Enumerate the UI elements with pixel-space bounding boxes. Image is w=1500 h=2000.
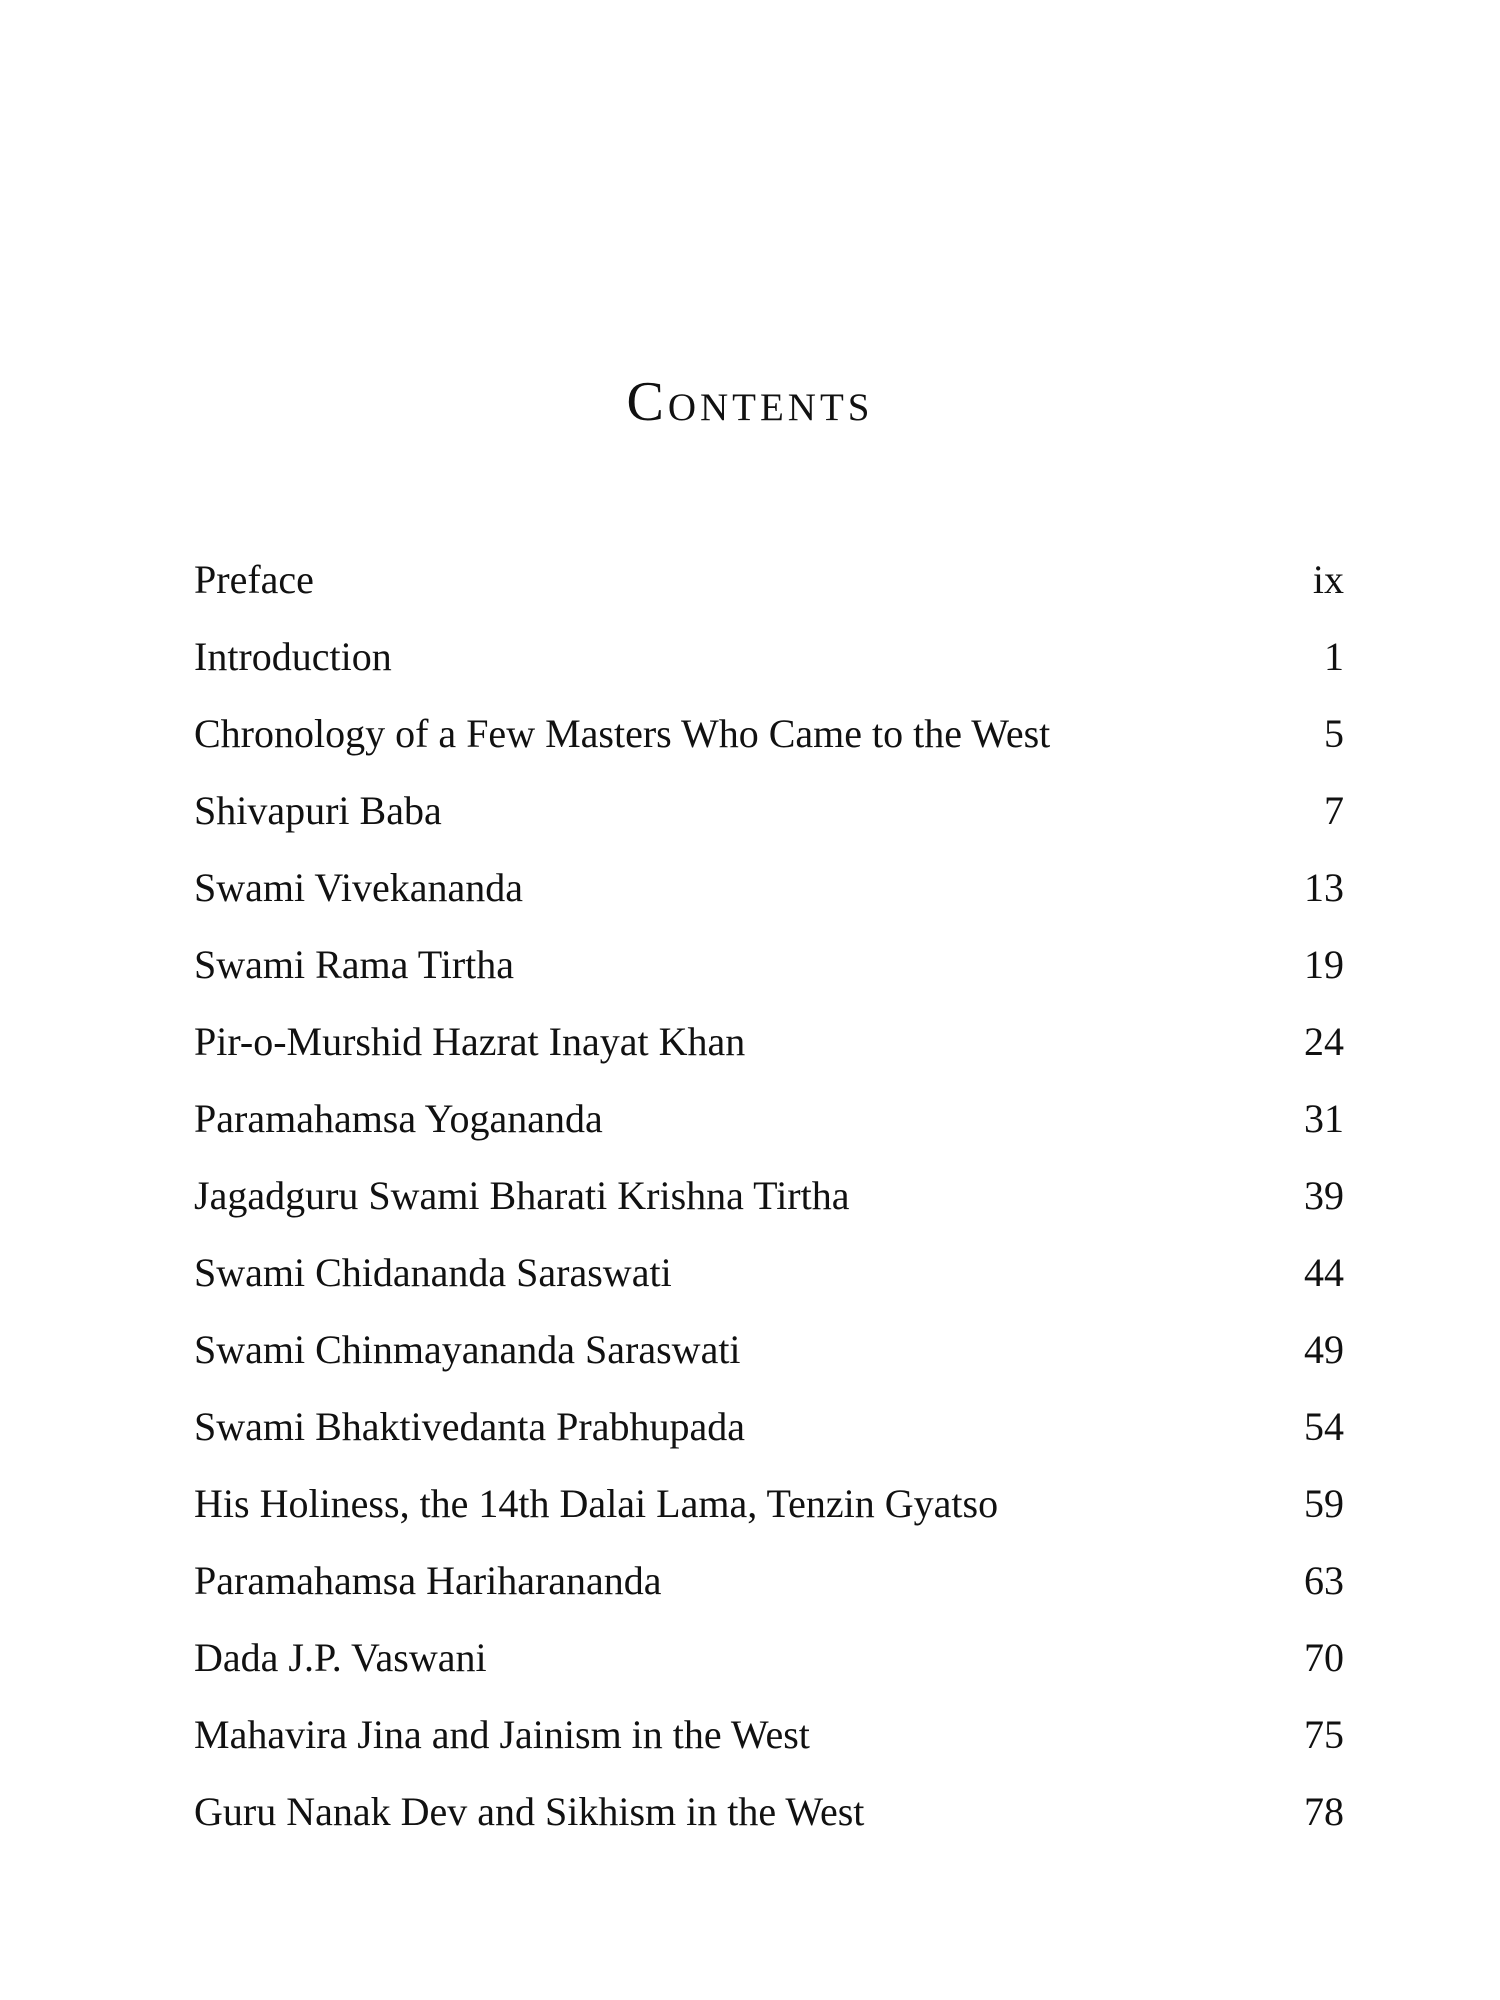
toc-entry-page: 70 [1304, 1635, 1344, 1680]
toc-entry-page: 24 [1304, 1019, 1344, 1064]
toc-entry-title: Guru Nanak Dev and Sikhism in the West [194, 1789, 865, 1834]
toc-entry [194, 1087, 1344, 1164]
page-title: Contents [626, 371, 874, 433]
toc-entry [194, 1395, 1344, 1472]
toc-entry-title: Paramahamsa Hariharananda [194, 1558, 662, 1603]
toc-entry-title: Mahavira Jina and Jainism in the West [194, 1712, 810, 1757]
toc-entry-page: 1 [1324, 634, 1344, 679]
toc-entry-title: Chronology of a Few Masters Who Came to the West [194, 711, 1051, 756]
toc-entry [194, 548, 1344, 625]
toc-entry [194, 1549, 1344, 1626]
toc-entry [194, 1472, 1344, 1549]
toc-entry-page: 7 [1324, 788, 1344, 833]
toc-entry-page: 63 [1304, 1558, 1344, 1603]
toc-entry [194, 625, 1344, 702]
toc-entry-page: 78 [1304, 1789, 1344, 1834]
toc-entry [194, 1241, 1344, 1318]
toc-entry-title: His Holiness, the 14th Dalai Lama, Tenzin Gyatso [194, 1481, 999, 1526]
toc-entry-title: Dada J.P. Vaswani [194, 1635, 487, 1680]
toc-entry-title: Pir-o-Murshid Hazrat Inayat Khan [194, 1019, 746, 1064]
toc-entry [194, 1318, 1344, 1395]
toc-entry-title: Swami Rama Tirtha [194, 942, 515, 987]
toc-entry-page: 19 [1304, 942, 1344, 987]
toc-entry-title: Introduction [194, 634, 392, 679]
toc-entry-page: 54 [1304, 1404, 1344, 1449]
toc-entry-page: 49 [1304, 1327, 1344, 1372]
toc-entry-title: Jagadguru Swami Bharati Krishna Tirtha [194, 1173, 850, 1218]
toc-entry-page: 59 [1304, 1481, 1344, 1526]
toc-entry-title: Swami Bhaktivedanta Prabhupada [194, 1404, 745, 1449]
toc-entry [194, 1626, 1344, 1703]
toc-entry [194, 1780, 1344, 1857]
toc-entry [194, 1164, 1344, 1241]
toc-entry-page: 13 [1304, 865, 1344, 910]
toc-entry-title: Shivapuri Baba [194, 788, 442, 833]
table-of-contents [194, 548, 1344, 1857]
toc-entry-page: ix [1312, 557, 1344, 602]
toc-entry [194, 933, 1344, 1010]
toc-entry [194, 1703, 1344, 1780]
toc-entry-title: Swami Chinmayananda Saraswati [194, 1327, 741, 1372]
toc-entry [194, 856, 1344, 933]
toc-entry [194, 1010, 1344, 1087]
toc-entry-title: Swami Chidananda Saraswati [194, 1250, 672, 1295]
toc-entry-title: Preface [194, 557, 314, 602]
toc-entry-title: Swami Vivekananda [194, 865, 524, 910]
toc-entry-page: 5 [1324, 711, 1344, 756]
toc-entry-page: 39 [1304, 1173, 1344, 1218]
toc-entry-title: Paramahamsa Yogananda [194, 1096, 603, 1141]
toc-entry [194, 702, 1344, 779]
toc-entry-page: 44 [1304, 1250, 1344, 1295]
toc-entry-page: 31 [1304, 1096, 1344, 1141]
toc-entry-page: 75 [1304, 1712, 1344, 1757]
toc-entry [194, 779, 1344, 856]
